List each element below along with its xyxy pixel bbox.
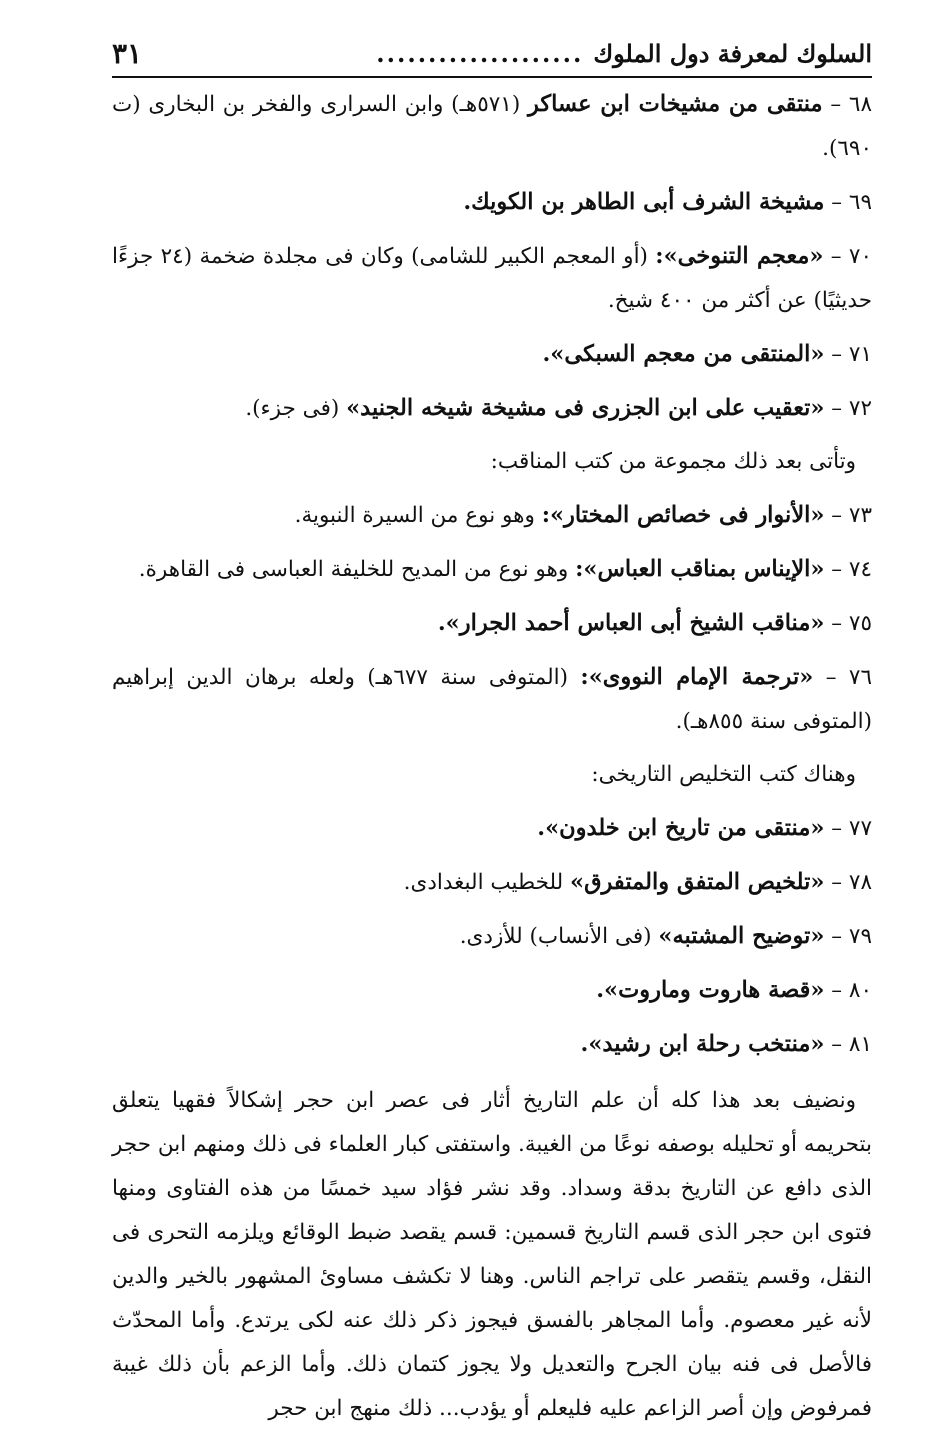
entry-number: ٨١ – xyxy=(824,1032,872,1057)
entry-number: ٨٠ – xyxy=(824,978,872,1003)
entry-text: للخطيب البغدادى. xyxy=(403,870,570,895)
leader-dots: .................... xyxy=(376,39,584,68)
list-item xyxy=(112,547,872,592)
list-item xyxy=(112,914,872,959)
entry-text: (المتوفى سنة ٦٧٧هـ) ولعله برهان الدين إبراهيم (المتوفى سنة ٨٥٥هـ). xyxy=(112,665,872,734)
entry-text: (٥٧١هـ) وابن السرارى والفخر بن البخارى (ت ٦٩٠). xyxy=(112,92,872,161)
list-item xyxy=(112,806,872,851)
page-body xyxy=(112,82,872,1431)
entry-number: ٧٩ – xyxy=(824,924,872,949)
entry-text: وهو نوع من السيرة النبوية. xyxy=(294,503,542,528)
list-item xyxy=(112,601,872,646)
list-item xyxy=(112,180,872,225)
entry-number: ٦٨ – xyxy=(822,92,872,117)
section-intro: وهناك كتب التخليص التاريخى: xyxy=(591,762,856,787)
entry-title: «معجم التنوخى»: xyxy=(655,243,824,269)
entry-title: «تعقيب على ابن الجزرى فى مشيخة شيخه الجنيد» xyxy=(346,395,825,421)
list-item xyxy=(112,386,872,431)
list-item xyxy=(112,332,872,377)
closing-paragraph: ونضيف بعد هذا كله أن علم التاريخ أثار فى عصر ابن حجر إشكالاً فقهيا يتعلق بتحريمه أو تحليله بوصفه نوعًا من الغيبة. واستفتى كبار العلماء فى ذلك ومنهم ابن حجر الذى دافع عن التاريخ بدقة وسداد. وقد نشر فؤاد سيد خمسًا من هذه الفتاوى ومنها فتوى ابن حجر الذى قسم التاريخ قسمين: قسم يقصد ضبط الوقائع ويلزمه التحرى فى النقل، وقسم يتقصر على تراجم الناس. وهنا لا تكشف مساوئ المشهور بالخير والدين لأنه غير معصوم. وأما المجاهر بالفسق فيجوز ذكر ذلك عنه لكى يرتدع. وأما المحدّث فالأصل فى فنه بيان الجرح والتعديل ولا يجوز كتمان ذلك. وأما الزعم بأن ذلك غيبة فمرفوض وإن أصر الزاعم عليه فليعلم أو يؤدب... ذلك منهج ابن حجر xyxy=(112,1088,872,1421)
entry-text: (فى الأنساب) للأزدى. xyxy=(459,924,659,949)
entry-number: ٧٥ – xyxy=(824,611,872,636)
page-header xyxy=(112,34,872,74)
header-rule xyxy=(112,76,872,78)
entry-title: «المنتقى من معجم السبكى». xyxy=(542,341,825,367)
entry-number: ٧٣ – xyxy=(824,503,872,528)
entry-number: ٧٠ – xyxy=(823,244,873,269)
list-item xyxy=(112,82,872,171)
entry-number: ٧٤ – xyxy=(824,557,872,582)
entry-text: (أو المعجم الكبير للشامى) وكان فى مجلدة ضخمة (٢٤ جزءًا حديثيًا) عن أكثر من ٤٠٠ شيخ. xyxy=(112,244,872,313)
list-item xyxy=(112,860,872,905)
page-number: ٣١ xyxy=(112,37,143,70)
entry-number: ٦٩ – xyxy=(824,190,872,215)
entry-title: مشيخة الشرف أبى الطاهر بن الكويك. xyxy=(463,189,825,215)
section-intro: وتأتى بعد ذلك مجموعة من كتب المناقب: xyxy=(490,449,856,474)
list-item xyxy=(112,493,872,538)
entry-title: «منتخب رحلة ابن رشيد». xyxy=(580,1031,825,1057)
entry-number: ٧٢ – xyxy=(824,396,872,421)
entry-title: «الإيناس بمناقب العباس»: xyxy=(575,556,825,582)
entry-number: ٧٦ – xyxy=(813,665,872,690)
entry-number: ٧٨ – xyxy=(824,870,872,895)
entry-title: «قصة هاروت وماروت». xyxy=(596,977,825,1003)
entry-number: ٧١ – xyxy=(824,342,872,367)
entry-text: (فى جزء). xyxy=(245,396,347,421)
entry-title: «الأنوار فى خصائص المختار»: xyxy=(541,502,825,528)
entry-title: «مناقب الشيخ أبى العباس أحمد الجرار». xyxy=(437,610,825,636)
entry-number: ٧٧ – xyxy=(824,816,872,841)
entry-title: «ترجمة الإمام النووى»: xyxy=(580,664,814,690)
entry-title: منتقى من مشيخات ابن عساكر xyxy=(528,91,823,117)
entry-title: «تلخيص المتفق والمتفرق» xyxy=(570,869,825,895)
entry-title: «منتقى من تاريخ ابن خلدون». xyxy=(537,815,825,841)
list-item xyxy=(112,234,872,323)
running-title: السلوك لمعرفة دول الملوك xyxy=(593,39,872,68)
list-item xyxy=(112,655,872,744)
entry-title: «توضيح المشتبه» xyxy=(658,923,825,949)
list-item xyxy=(112,968,872,1013)
list-item xyxy=(112,1022,872,1067)
entry-text: وهو نوع من المديح للخليفة العباسى فى القاهرة. xyxy=(138,557,576,582)
